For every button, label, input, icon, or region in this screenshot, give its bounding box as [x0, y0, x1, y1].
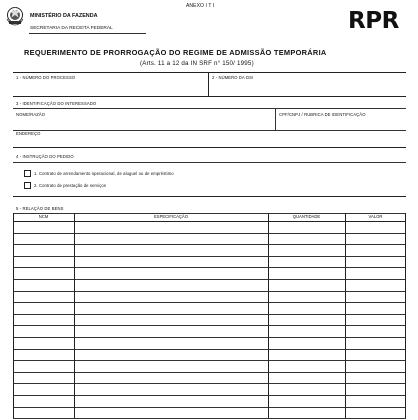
table-row-line — [13, 325, 406, 326]
cnpj-field-label: CPF/CNPJ / RUBRICA DE IDENTIFICAÇÃO — [279, 112, 366, 117]
column-header-ncm: NCM — [38, 214, 49, 219]
table-row-line — [13, 395, 406, 396]
header-underline — [29, 33, 146, 34]
section5-label: 5 - RELAÇÃO DE BENS — [16, 206, 64, 211]
table-column-divider-3 — [345, 213, 346, 418]
section3-mid-line — [13, 130, 406, 131]
name-field-label: NOME/RAZÃO — [16, 112, 46, 117]
section4-top-line — [13, 162, 406, 163]
table-row-line — [13, 267, 406, 268]
process-number-label: 1 - NÚMERO DO PROCESSO — [16, 75, 76, 80]
table-row-line — [13, 372, 406, 373]
form-subtitle: (Arts. 11 a 12 da IN SRF n° 150/ 1995) — [140, 60, 254, 67]
section1-bottom-line — [13, 96, 406, 97]
table-row-line — [13, 418, 406, 419]
table-row-line — [13, 314, 406, 315]
option2-label: 2. Contrato de prestação de serviços — [34, 183, 107, 188]
column-header-value: VALOR — [368, 214, 383, 219]
table-row-line — [13, 360, 406, 361]
annex-label: ANEXO I T I — [186, 3, 215, 9]
rpr-logo: RPR — [348, 8, 399, 34]
table-row-line — [13, 279, 406, 280]
column-header-quantity: QUANTIDADE — [292, 214, 321, 219]
section3-label: 3 - IDENTIFICAÇÃO DO INTERESSADO — [16, 101, 97, 106]
option2-checkbox[interactable] — [24, 182, 31, 189]
table-left-border — [13, 213, 14, 418]
coat-of-arms-icon — [6, 6, 24, 26]
table-row-line — [13, 337, 406, 338]
address-field-label: ENDEREÇO — [16, 131, 41, 136]
di-number-label: 2 - NÚMERO DA DSI — [212, 75, 254, 80]
ministry-name: MINISTÉRIO DA FAZENDA — [30, 13, 98, 19]
option1-checkbox[interactable] — [24, 170, 31, 177]
section3-top-line — [13, 108, 406, 109]
table-row-line — [13, 244, 406, 245]
section4-bottom-line — [13, 196, 406, 197]
section1-top-line — [13, 72, 406, 73]
table-header-line — [13, 221, 406, 222]
option1-label: 1. Contrato de arrendamento operacional, de aluguel ou de empréstimo — [34, 171, 174, 176]
section1-divider — [208, 72, 209, 96]
table-right-border — [405, 213, 406, 418]
form-title: REQUERIMENTO DE PRORROGAÇÃO DO REGIME DE ADMISSÃO TEMPORÁRIA — [24, 48, 327, 57]
table-row-line — [13, 256, 406, 257]
table-column-divider-2 — [268, 213, 269, 418]
column-header-specification: ESPECIFICAÇÃO — [154, 214, 188, 219]
section4-label: 4 - INSTRUÇÃO DO PEDIDO — [16, 154, 74, 159]
section3-bottom-line — [13, 147, 406, 148]
table-row-line — [13, 407, 406, 408]
table-row-line — [13, 349, 406, 350]
table-row-line — [13, 302, 406, 303]
secretariat-name: SECRETARIA DA RECEITA FEDERAL — [30, 26, 113, 31]
table-row-line — [13, 291, 406, 292]
table-row-line — [13, 383, 406, 384]
table-column-divider-1 — [74, 213, 75, 418]
section3-divider — [275, 108, 276, 130]
table-row-line — [13, 233, 406, 234]
